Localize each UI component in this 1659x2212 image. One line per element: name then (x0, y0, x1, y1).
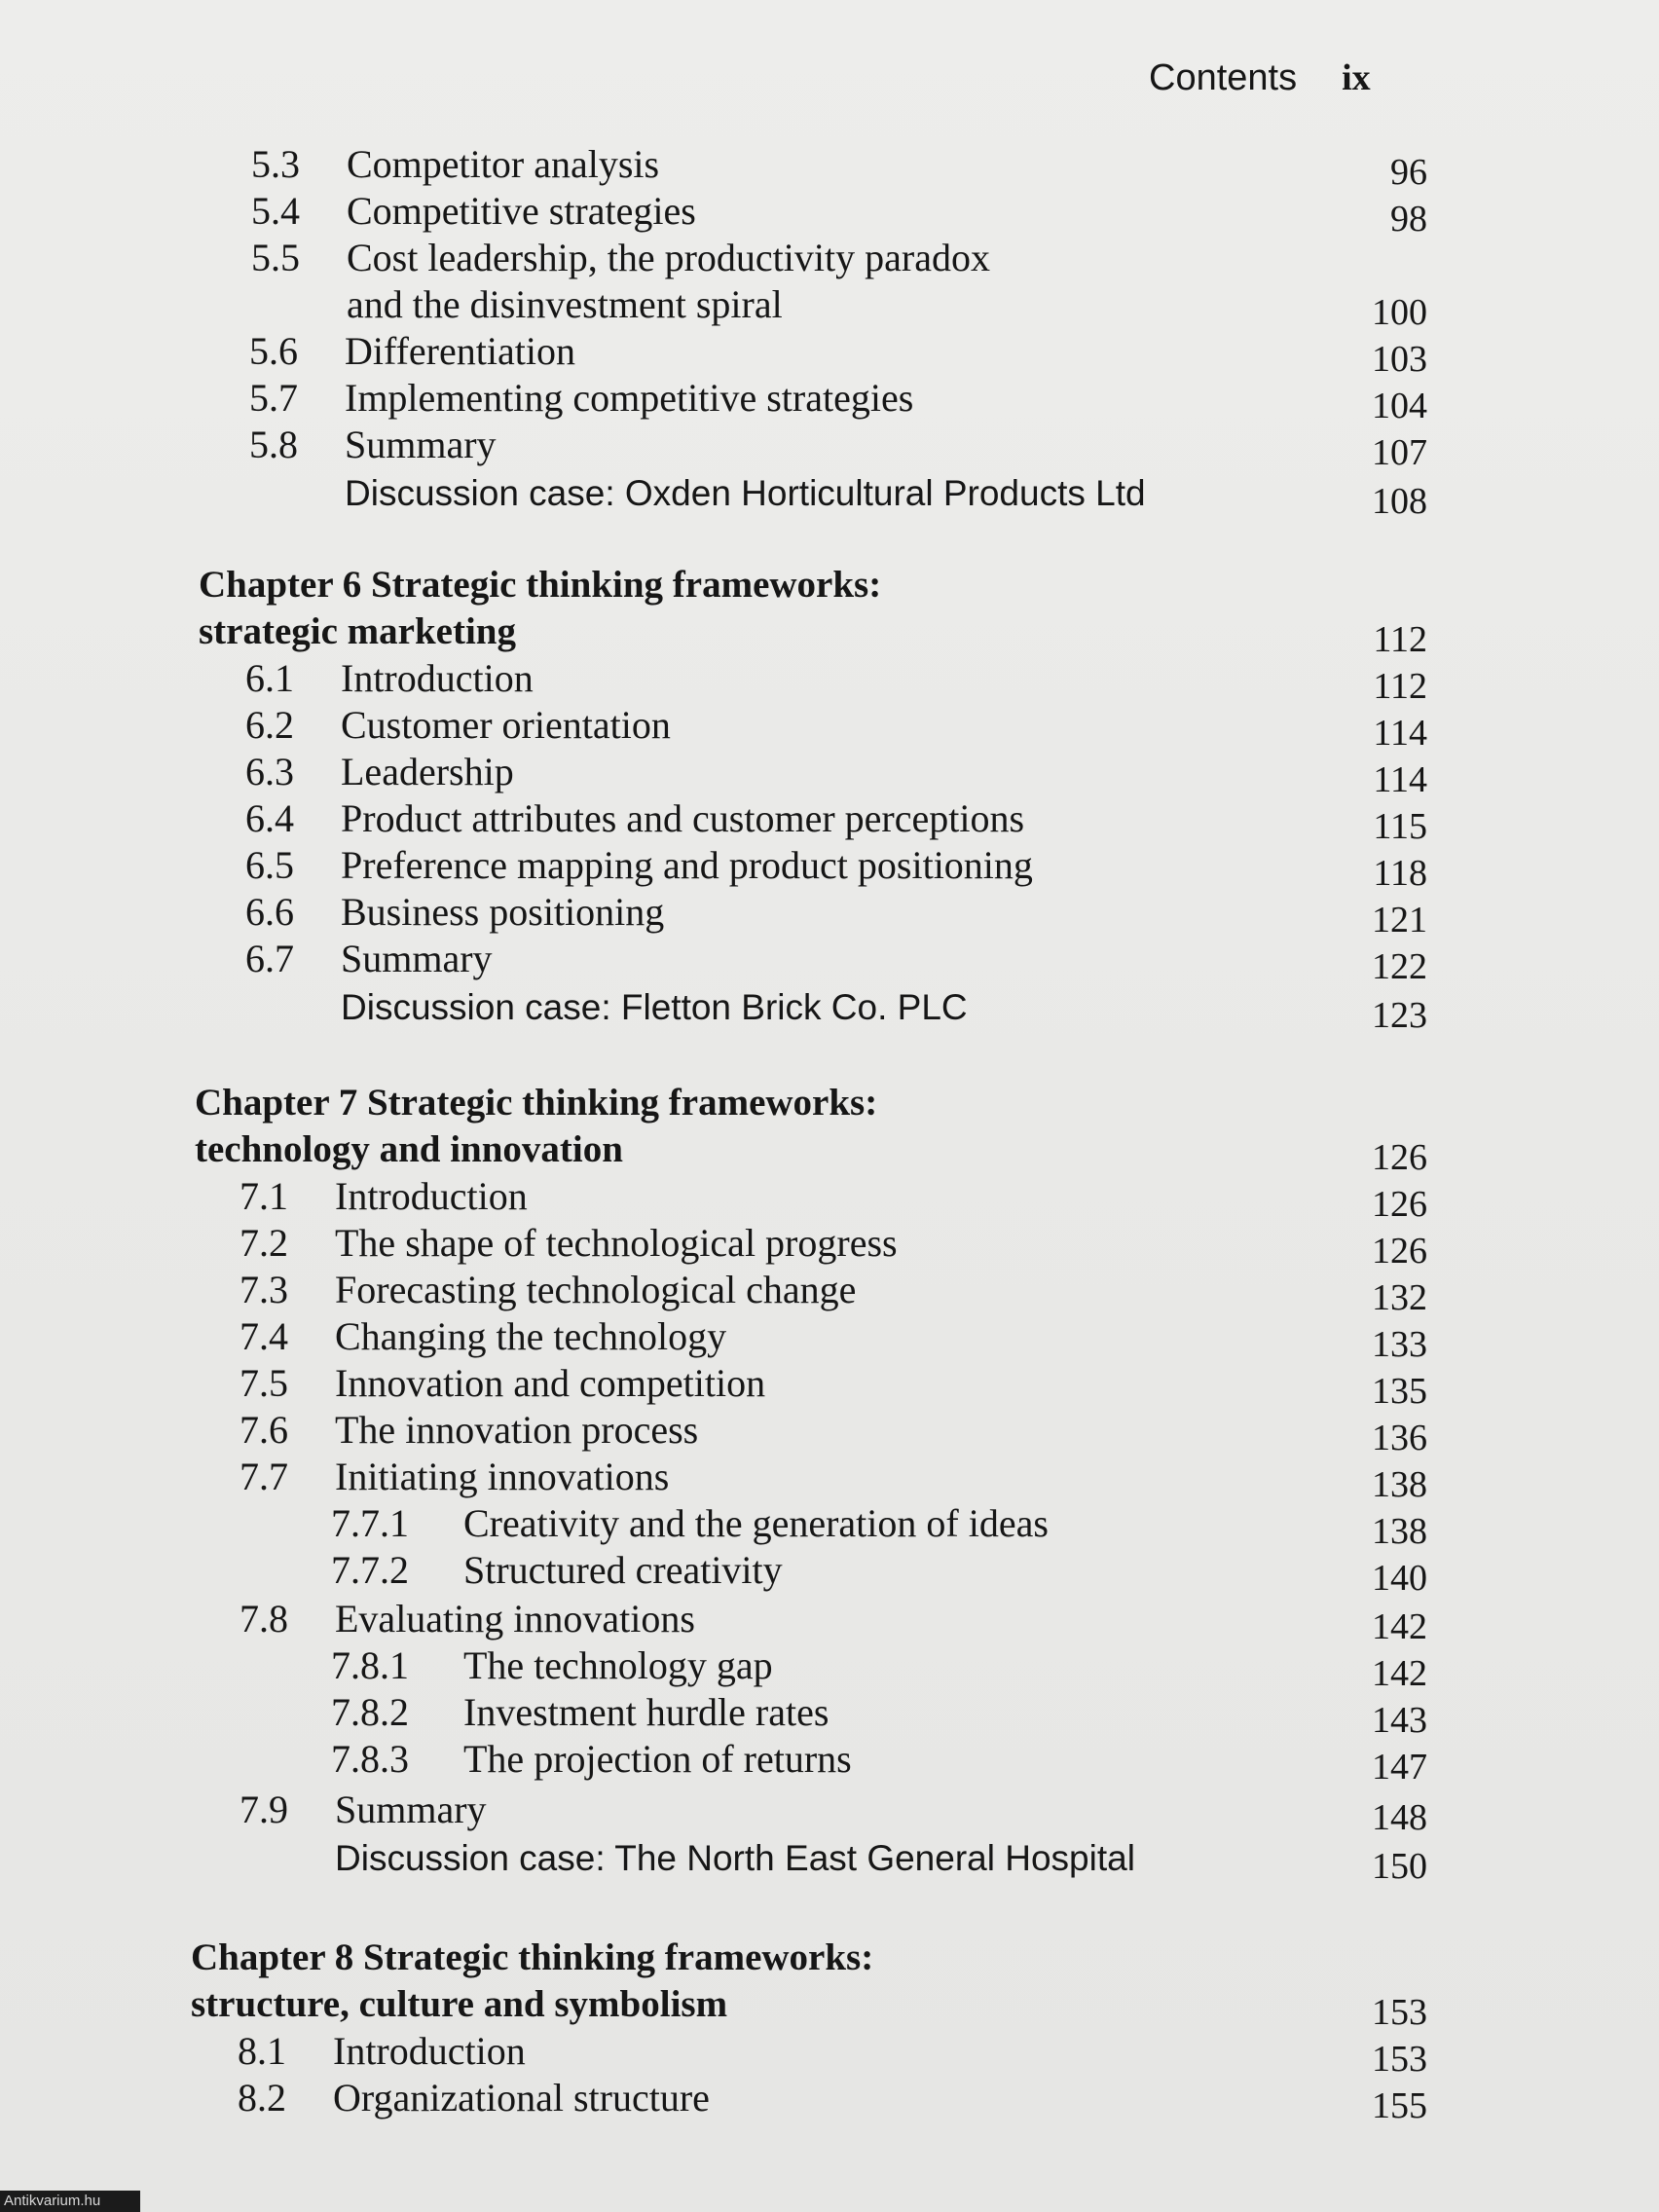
toc-entry-continuation (251, 282, 1427, 333)
section-number: 7.4 (240, 1314, 288, 1358)
chapter-heading-continuation (199, 609, 1427, 660)
section-title: Competitor analysis (347, 142, 660, 186)
section-title: Innovation and competition (335, 1361, 766, 1405)
section-title: Cost leadership, the productivity paradox (347, 236, 990, 279)
page-number: 114 (1373, 713, 1427, 754)
site-watermark: Antikvarium.hu (0, 2191, 140, 2212)
page-number: 155 (1372, 2085, 1427, 2126)
subsection-number: 7.7.2 (331, 1548, 409, 1592)
page-number: 150 (1372, 1846, 1427, 1887)
header-page-number: ix (1342, 57, 1371, 98)
discussion-case-entry (249, 471, 1427, 522)
toc-entry (245, 796, 1427, 847)
discussion-case-entry (240, 1836, 1427, 1887)
page-number: 126 (1372, 1231, 1427, 1272)
page-number: 107 (1372, 432, 1427, 473)
running-header (1149, 56, 1431, 99)
section-number: 5.3 (251, 142, 300, 186)
toc-entry (251, 142, 1427, 193)
subsection-title: The technology gap (463, 1643, 773, 1687)
chapter-subtitle: strategic marketing (199, 610, 516, 652)
discussion-case-title: Discussion case: The North East General Hospital (335, 1838, 1135, 1878)
page-number: 118 (1373, 853, 1427, 894)
discussion-case-title: Discussion case: Fletton Brick Co. PLC (341, 987, 968, 1027)
chapter-heading-continuation (191, 1982, 1427, 2033)
toc-entry (245, 890, 1427, 940)
section-title: Introduction (335, 1174, 528, 1218)
section-title: Summary (335, 1788, 487, 1831)
toc-entry (245, 937, 1427, 987)
page-number: 153 (1372, 2039, 1427, 2080)
toc-entry (238, 2076, 1427, 2126)
section-title: Leadership (341, 750, 514, 793)
section-title: Evaluating innovations (335, 1597, 695, 1641)
chapter-heading (195, 1081, 1427, 1125)
page-number: 123 (1372, 995, 1427, 1036)
section-title: Summary (341, 937, 493, 980)
toc-entry (240, 1174, 1427, 1225)
section-number: 5.5 (251, 236, 300, 279)
chapter-title: Chapter 7 Strategic thinking frameworks: (195, 1082, 878, 1124)
section-number: 6.3 (245, 750, 294, 793)
toc-entry (240, 1314, 1427, 1365)
chapter-heading (199, 563, 1427, 608)
toc-subentry (331, 1501, 1427, 1552)
section-title: Initiating innovations (335, 1455, 670, 1498)
page-number: 135 (1372, 1371, 1427, 1412)
section-title: Competitive strategies (347, 189, 696, 233)
toc-subentry (331, 1690, 1427, 1741)
page-number: 100 (1372, 292, 1427, 333)
section-title: and the disinvestment spiral (347, 282, 783, 326)
section-number: 5.6 (249, 329, 298, 373)
subsection-title: Structured creativity (463, 1548, 783, 1592)
toc-entry (240, 1361, 1427, 1412)
section-number: 7.1 (240, 1174, 288, 1218)
toc-entry (240, 1788, 1427, 1838)
subsection-title: The projection of returns (463, 1737, 852, 1781)
section-number: 8.2 (238, 2076, 286, 2120)
section-number: 7.3 (240, 1268, 288, 1311)
subsection-title: Creativity and the generation of ideas (463, 1501, 1049, 1545)
section-title: Organizational structure (333, 2076, 710, 2120)
toc-entry (240, 1268, 1427, 1318)
toc-entry (245, 703, 1427, 754)
section-title: The shape of technological progress (335, 1221, 898, 1265)
page-number: 142 (1372, 1606, 1427, 1647)
page-number: 133 (1372, 1324, 1427, 1365)
subsection-number: 7.8.3 (331, 1737, 409, 1781)
page-number: 112 (1373, 619, 1427, 660)
toc-entry (249, 376, 1427, 426)
subsection-number: 7.7.1 (331, 1501, 409, 1545)
section-title: Customer orientation (341, 703, 671, 747)
toc-entry (251, 189, 1427, 240)
section-title: Preference mapping and product positioning (341, 843, 1033, 887)
toc-entry (251, 236, 1427, 280)
toc-entry (240, 1597, 1427, 1647)
discussion-case-entry (245, 985, 1427, 1036)
toc-entry (249, 423, 1427, 473)
section-title: Introduction (341, 656, 534, 700)
page-number: 140 (1372, 1558, 1427, 1599)
section-number: 7.7 (240, 1455, 288, 1498)
toc-entry (249, 329, 1427, 380)
chapter-subtitle: technology and innovation (195, 1128, 623, 1170)
section-title: Differentiation (345, 329, 575, 373)
page-number: 143 (1372, 1700, 1427, 1741)
section-number: 7.8 (240, 1597, 288, 1641)
section-title: Implementing competitive strategies (345, 376, 914, 420)
page-number: 103 (1372, 339, 1427, 380)
toc-entry (245, 750, 1427, 800)
toc-entry (245, 656, 1427, 707)
page-number: 122 (1372, 946, 1427, 987)
section-number: 7.9 (240, 1788, 288, 1831)
page-number: 121 (1372, 900, 1427, 940)
chapter-title: Chapter 8 Strategic thinking frameworks: (191, 1936, 874, 1978)
page-number: 96 (1390, 152, 1427, 193)
toc-entry (240, 1408, 1427, 1458)
section-number: 8.1 (238, 2029, 286, 2073)
section-title: Summary (345, 423, 497, 466)
section-number: 5.7 (249, 376, 298, 420)
section-number: 6.6 (245, 890, 294, 934)
section-number: 5.4 (251, 189, 300, 233)
page-number: 132 (1372, 1277, 1427, 1318)
discussion-case-title: Discussion case: Oxden Horticultural Products Ltd (345, 473, 1146, 513)
toc-entry (238, 2029, 1427, 2080)
chapter-subtitle: structure, culture and symbolism (191, 1983, 728, 2025)
section-number: 7.2 (240, 1221, 288, 1265)
page-number: 98 (1390, 199, 1427, 240)
toc-subentry (331, 1737, 1427, 1788)
page-number: 108 (1372, 481, 1427, 522)
section-number: 6.2 (245, 703, 294, 747)
page-number: 142 (1372, 1653, 1427, 1694)
toc-subentry (331, 1643, 1427, 1694)
chapter-heading-continuation (195, 1127, 1427, 1178)
subsection-title: Investment hurdle rates (463, 1690, 830, 1734)
section-number: 6.1 (245, 656, 294, 700)
page-number: 148 (1372, 1797, 1427, 1838)
page-number: 104 (1372, 386, 1427, 426)
chapter-heading (191, 1936, 1427, 1980)
toc-entry (240, 1455, 1427, 1505)
section-number: 6.5 (245, 843, 294, 887)
section-number: 7.5 (240, 1361, 288, 1405)
page-number: 115 (1373, 806, 1427, 847)
page-number: 138 (1372, 1464, 1427, 1505)
section-title: Business positioning (341, 890, 665, 934)
page-number: 112 (1373, 666, 1427, 707)
section-number: 6.7 (245, 937, 294, 980)
chapter-title: Chapter 6 Strategic thinking frameworks: (199, 564, 882, 606)
toc-entry (240, 1221, 1427, 1272)
toc-entry (245, 843, 1427, 894)
section-number: 5.8 (249, 423, 298, 466)
section-number: 6.4 (245, 796, 294, 840)
page-number: 114 (1373, 759, 1427, 800)
page-number: 153 (1372, 1992, 1427, 2033)
header-title: Contents (1149, 57, 1298, 98)
section-title: Changing the technology (335, 1314, 727, 1358)
toc-subentry (331, 1548, 1427, 1599)
section-title: Introduction (333, 2029, 526, 2073)
page-number: 138 (1372, 1511, 1427, 1552)
subsection-number: 7.8.1 (331, 1643, 409, 1687)
subsection-number: 7.8.2 (331, 1690, 409, 1734)
page-number: 126 (1372, 1137, 1427, 1178)
section-number: 7.6 (240, 1408, 288, 1452)
page-number: 126 (1372, 1184, 1427, 1225)
page-number: 136 (1372, 1418, 1427, 1458)
section-title: The innovation process (335, 1408, 699, 1452)
section-title: Product attributes and customer perceptions (341, 796, 1025, 840)
page-number: 147 (1372, 1747, 1427, 1788)
section-title: Forecasting technological change (335, 1268, 857, 1311)
